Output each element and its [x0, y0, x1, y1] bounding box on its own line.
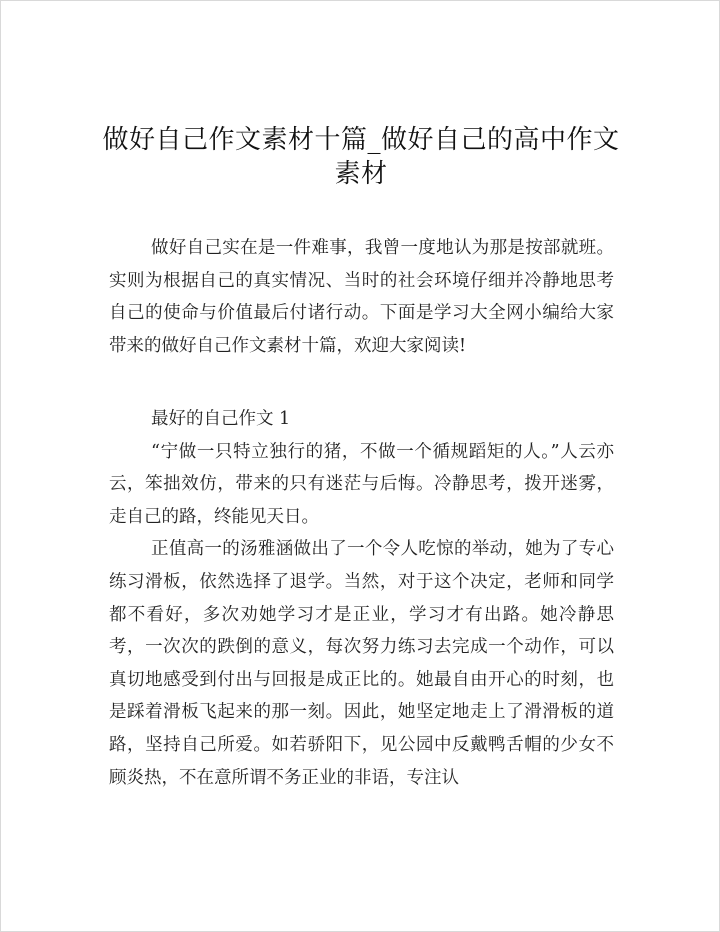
section-heading: 最好的自己作文 1 — [151, 409, 291, 429]
intro-paragraph: 做好自己实在是一件难事，我曾一度地认为那是按部就班。实则为根据自己的真实情况、当时的社会环境仔细并冷静地思考自己的使命与价值最后付诸行动。下面是学习大全网小编给大家带来的做好自己作文素材十篇，欢迎大家阅读! — [109, 238, 614, 356]
body-paragraph-1: “宁做一只特立独行的猪，不做一个循规蹈矩的人。”人云亦云，笨拙效仿，带来的只有迷茫与后悔。冷静思考，拨开迷雾，走自己的路，终能见天日。 — [109, 441, 614, 527]
document-title — [61, 123, 661, 191]
body-paragraph-2: 正值高一的汤雅涵做出了一个令人吃惊的举动，她为了专心练习滑板，依然选择了退学。当然，对于这个决定，老师和同学都不看好，多次劝她学习才是正业，学习才有出路。她冷静思考，一次次的跌倒的意义，每次努力练习去完成一个动作，可以真切地感受到付出与回报是成正比的。她最自由开心的时刻，也是踩着滑板飞起来的那一刻。因此，她坚定地走上了滑滑板的道路，坚持自己所爱。如若骄阳下，见公园中反戴鸭舌帽的少女不顾炎热，不在意所谓不务正业的非语，专注认 — [109, 539, 614, 788]
intro-block — [109, 232, 614, 362]
title-line-1: 做好自己作文素材十篇_做好自己的高中作文 — [102, 125, 620, 155]
article-block — [109, 403, 614, 794]
title-line-2: 素材 — [334, 159, 388, 189]
